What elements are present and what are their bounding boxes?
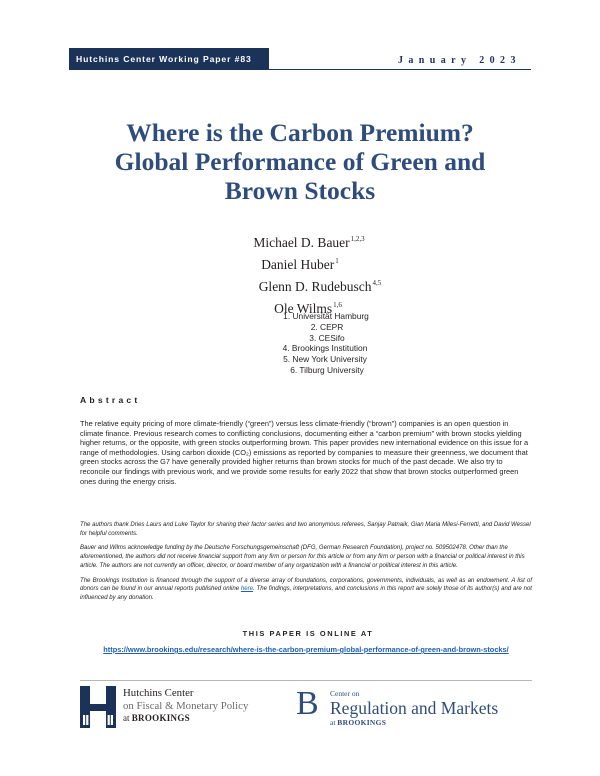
publication-date: January 2023 bbox=[398, 55, 521, 66]
abstract-heading: Abstract bbox=[80, 395, 141, 405]
author-affiliation-marks: 4,5 bbox=[372, 279, 382, 287]
brookings-note-text: . The findings, interpretations, and conclusions in this report are solely those of its author(s) and are not influenced by any donation. bbox=[80, 586, 532, 601]
affiliation-item: 1. Universität Hamburg bbox=[283, 311, 369, 321]
donors-report-link[interactable]: here bbox=[240, 586, 254, 593]
affiliation-item: 2. CEPR bbox=[310, 321, 344, 332]
author bbox=[0, 230, 600, 252]
author-affiliation-marks: 1,2,3 bbox=[350, 235, 365, 243]
author-name: Michael D. Bauer bbox=[253, 235, 350, 250]
affiliation-item: 5. New York University bbox=[283, 354, 367, 365]
paper-title-line: Where is the Carbon Premium? bbox=[126, 118, 474, 147]
paper-title-line: Brown Stocks bbox=[224, 176, 376, 205]
brookings-funding-note bbox=[80, 577, 532, 603]
author bbox=[0, 274, 600, 296]
regulation-markets-logo-text bbox=[330, 689, 498, 728]
brookings-wordmark: BROOKINGS bbox=[131, 713, 190, 724]
hutchins-logo-affiliation bbox=[123, 712, 248, 725]
online-availability-heading: THIS PAPER IS ONLINE AT bbox=[242, 629, 374, 638]
paper-title bbox=[0, 118, 600, 205]
funding-disclosure-note: Bauer and Wilms acknowledge funding by the Deutsche Forschungsgemeinschaft (DFG, German Research Foundation), project no. 509502478. Other than the aforementioned, the authors did not receive financial support from any firm or person for this article or from any firm or person with a financial or political interest in this article. The authors are not currently an officer, director, or board member of any organization with a financial or political interest in this article. bbox=[80, 545, 525, 569]
author-name: Daniel Huber bbox=[261, 257, 335, 272]
acknowledgement-note: The authors thank Dries Laurs and Luke Taylor for sharing their factor series and two anonymous referees, Sanjay Patnaik, Gian Maria Milesi-Ferretti, and David Wessel for helpful comments. bbox=[80, 522, 531, 537]
regulation-markets-name: Regulation and Markets bbox=[330, 698, 499, 718]
author-notes bbox=[80, 521, 532, 609]
footer-divider bbox=[80, 680, 532, 681]
hutchins-logo-line: on Fiscal & Monetary Policy bbox=[123, 699, 249, 712]
logo-at-word: at bbox=[330, 718, 336, 727]
paper-online-link[interactable]: https://www.brookings.edu/research/where-is-the-carbon-premium-global-performance-of-green-and-brown-stocks/ bbox=[103, 645, 509, 654]
affiliation-list bbox=[0, 311, 600, 376]
brookings-wordmark: BROOKINGS bbox=[337, 718, 387, 727]
abstract-text: The relative equity pricing of more climate-friendly (“green”) versus less climate-friendly (“brown”) companies is an open question in climate finance. Previous research comes to conflicting conclusions, documenting either a “carbon premium” with brown stocks yielding higher returns, or the opposite, with green stocks outperforming brown. This paper provides new international evidence on this issue for a range of methodologies. Using carbon dioxide (CO₂) emissions as reported by companies to measure their greenness, we document that green stocks across the G7 have generally provided higher returns than brown stocks for much of the past decade. We also try to reconcile our findings with previous work, and we provide some results for early 2022 that show that brown stocks outperformed green ones during the energy crisis. bbox=[80, 419, 529, 486]
affiliation-item: 3. CESifo bbox=[309, 332, 345, 343]
affiliation-item: 6. Tilburg University bbox=[290, 364, 364, 375]
brookings-b-emblem-icon: B bbox=[296, 685, 319, 722]
regulation-markets-affiliation bbox=[330, 718, 498, 728]
author-list bbox=[0, 230, 600, 318]
brookings-note-text: The Brookings Institution is financed through the support of a diverse array of foundations, corporations, governments, individuals, as well as an endowment. A list of donors can be found in our annual reports published online bbox=[80, 577, 532, 593]
header-rule bbox=[269, 69, 531, 70]
author bbox=[0, 252, 600, 274]
working-paper-series-banner bbox=[69, 48, 269, 70]
author-name: Glenn D. Rudebusch bbox=[258, 279, 372, 294]
author-affiliation-marks: 1 bbox=[335, 257, 339, 265]
hutchins-logo-line: Hutchins Center bbox=[123, 687, 194, 699]
author-affiliation-marks: 1,6 bbox=[333, 301, 342, 309]
regulation-markets-center-on: Center on bbox=[330, 689, 360, 698]
affiliation-item: 4. Brookings Institution bbox=[282, 343, 368, 354]
hutchins-center-logo bbox=[80, 686, 280, 730]
author-name: Ole Wilms bbox=[274, 301, 333, 316]
paper-title-line: Global Performance of Green and bbox=[114, 147, 486, 176]
regulation-markets-logo bbox=[296, 686, 536, 730]
logo-at-word: at bbox=[123, 713, 130, 724]
hutchins-logo-text bbox=[123, 687, 248, 725]
hutchins-h-emblem-icon bbox=[80, 686, 116, 728]
working-paper-series: Hutchins Center Working Paper #83 bbox=[76, 54, 252, 64]
